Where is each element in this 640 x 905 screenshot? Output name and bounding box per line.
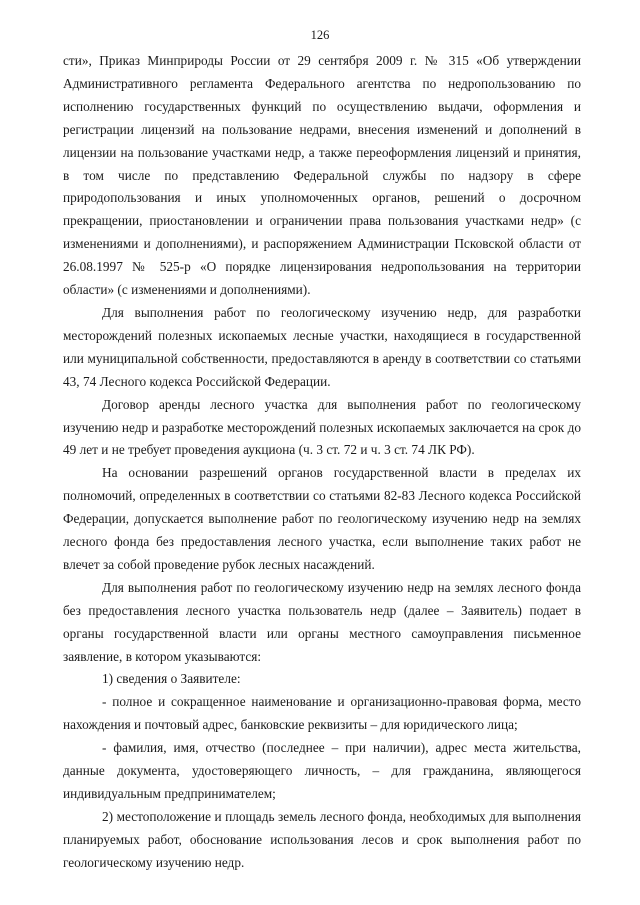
list-item-applicant-info: 1) сведения о Заявителе: <box>102 671 241 687</box>
list-item-individual: - фамилия, имя, отчество (последнее – при наличии), адрес места жительства, данные документа, удостоверяющего личность, – для гражданина, являющегося индивидуальным предпринимателем; <box>63 740 581 801</box>
list-item-legal-entity: - полное и сокращенное наименование и организационно-правовая форма, место нахождения и почтовый адрес, банковские реквизиты – для юридического лица; <box>63 694 581 733</box>
page-body <box>63 50 581 875</box>
paragraph-continuation: сти», Приказ Минприроды России от 29 сентября 2009 г. № 315 «Об утверждении Административного регламента Федерального агентства по недропользованию по исполнению государственных функций по осуществлению выдачи, оформления и регистрации лицензий на пользование недрами, внесения изменений и дополнений в лицензии на пользование участками недр, а также переоформления лицензий и принятия, в том числе по представлению Федеральной службы по надзору в сфере природопользования и иных уполномоченных органов, решений о досрочном прекращении, приостановлении и ограничении права пользования участками недр» (с изменениями и дополнениями), и распоряжением Администрации Псковской области от 26.08.1997 № 525-р «О порядке лицензирования недропользования на территории области» (с изменениями и дополнениями). <box>63 53 581 298</box>
paragraph-permission-basis: На основании разрешений органов государственной власти в пределах их полномочий, определенных в соответствии со статьями 82-83 Лесного кодекса Российской Федерации, допускается выполнение работ по геологическому изучению недр на землях лесного фонда без предоставления лесного участка, если выполнение таких работ не влечет за собой проведение рубок лесных насаждений. <box>63 465 581 572</box>
paragraph-lease-provision: Для выполнения работ по геологическому изучению недр, для разработки месторождений полезных ископаемых лесные участки, находящиеся в государственной или муниципальной собственности, предоставляются в аренду в соответствии со статьями 43, 74 Лесного кодекса Российской Федерации. <box>63 304 581 389</box>
paragraph-lease-term: Договор аренды лесного участка для выполнения работ по геологическому изучению недр и разработке месторождений полезных ископаемых заключается на срок до 49 лет и не требует проведения аукциона (ч. 3 ст. 72 и ч. 3 ст. 74 ЛК РФ). <box>63 396 581 458</box>
paragraph-application: Для выполнения работ по геологическому изучению недр на землях лесного фонда без предоставления лесного участка пользователь недр (далее – Заявитель) подает в органы государственной власти или органы местного самоуправления письменное заявление, в котором указываются: <box>63 579 581 664</box>
list-item-location-area: 2) местоположение и площадь земель лесного фонда, необходимых для выполнения планируемых работ, обоснование использования лесов и срок выполнения работ по геологическому изучению недр. <box>63 808 581 870</box>
page-number: 126 <box>310 28 330 42</box>
